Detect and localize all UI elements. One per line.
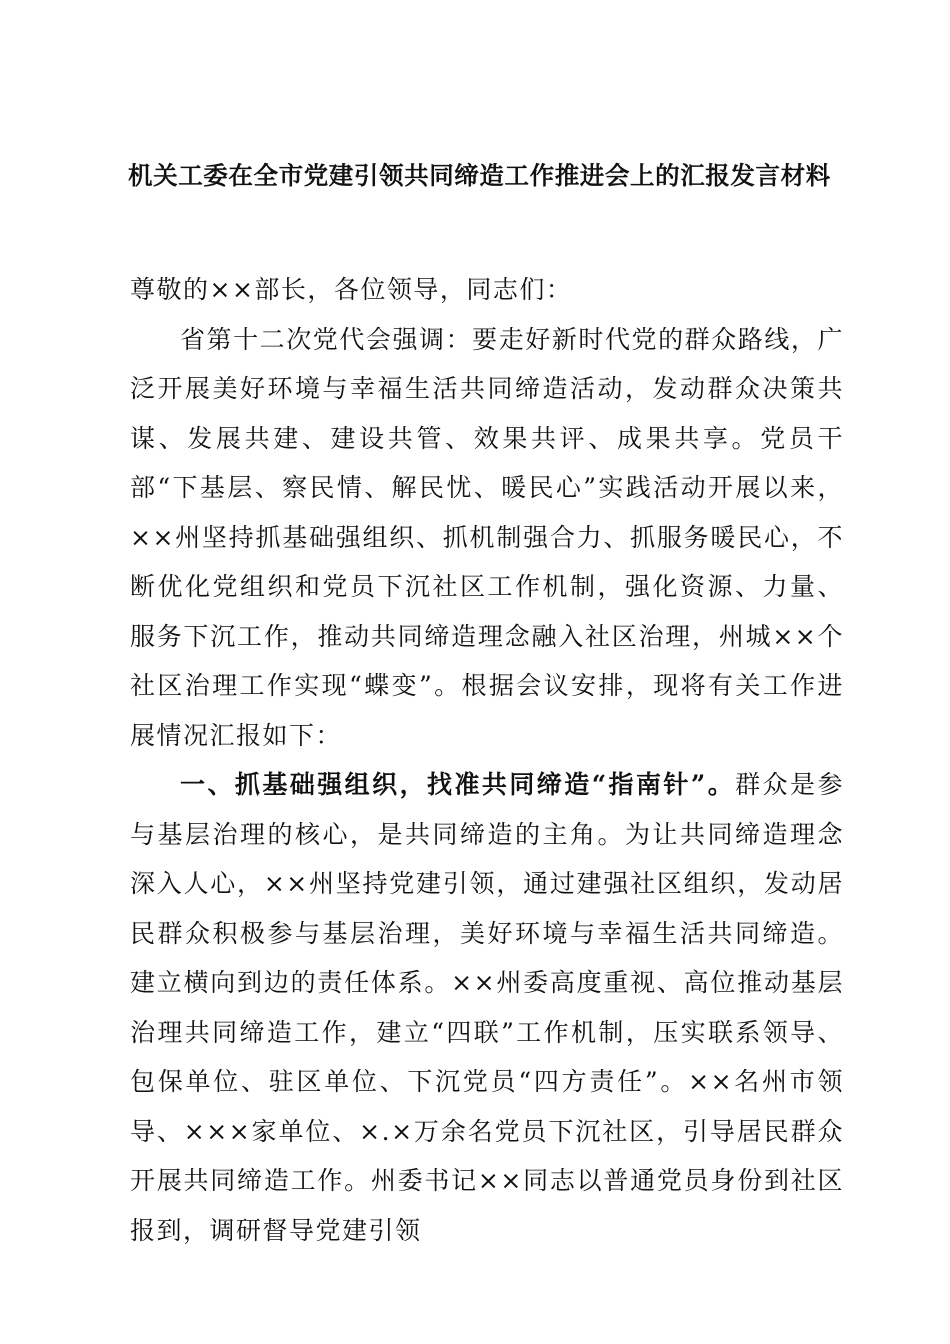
section-1-heading: 一、抓基础强组织，找准共同缔造“指南针”。 [180,770,736,799]
section-1-text: 群众是参与基层治理的核心，是共同缔造的主角。为让共同缔造理念深入人心，××州坚持党建引领，通过建强社区组织，发动居民群众积极参与基层治理，美好环境与幸福生活共同缔造。建立横向到边的责任体系。××州委高度重视、高位推动基层治理共同缔造工作，建立“四联”工作机制，压实联系领导、包保单位、驻区单位、下沉党员“四方责任”。××名州市领导、×××家单位、×.×万余名党员下沉社区，引导居民群众开展共同缔造工作。州委书记××同志以普通党员身份到社区报到，调研督导党建引领 [130,770,844,1245]
document-body [130,265,844,1255]
paragraph-intro: 省第十二次党代会强调：要走好新时代党的群众路线，广泛开展美好环境与幸福生活共同缔造活动，发动群众决策共谋、发展共建、建设共管、效果共评、成果共享。党员干部“下基层、察民情、解民忧、暖民心”实践活动开展以来，××州坚持抓基础强组织、抓机制强合力、抓服务暖民心，不断优化党组织和党员下沉社区工作机制，强化资源、力量、服务下沉工作，推动共同缔造理念融入社区治理，州城××个社区治理工作实现“蝶变”。根据会议安排，现将有关工作进展情况汇报如下： [130,324,844,750]
salutation: 尊敬的××部长，各位领导，同志们： [130,275,573,304]
document-title: 机关工委在全市党建引领共同缔造工作推进会上的汇报发言材料 [128,161,831,190]
paragraph-section-1 [130,760,844,1255]
